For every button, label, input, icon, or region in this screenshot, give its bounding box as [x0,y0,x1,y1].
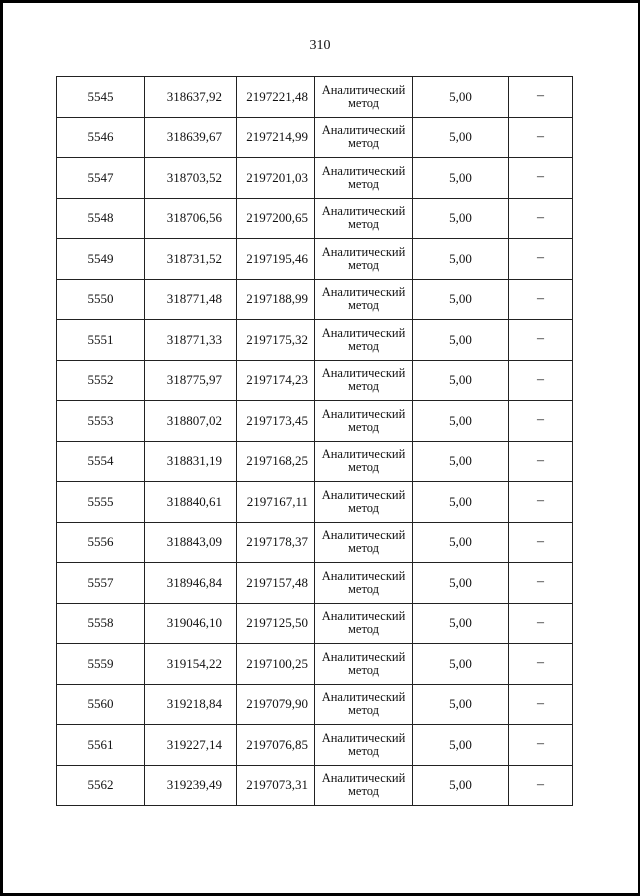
x-coordinate-cell: 318703,52 [145,158,237,199]
table-row [57,441,573,482]
point-number-cell: 5551 [57,320,145,361]
table-row [57,158,573,199]
method-cell: Аналитический метод [315,239,413,280]
method-cell: Аналитический метод [315,684,413,725]
method-cell: Аналитический метод [315,158,413,199]
y-coordinate-cell: 2197188,99 [237,279,315,320]
error-value-cell: 5,00 [413,77,509,118]
x-coordinate-cell: 319227,14 [145,725,237,766]
table-row [57,360,573,401]
point-number-cell: 5547 [57,158,145,199]
point-number-cell: 5555 [57,482,145,523]
error-value-cell: 5,00 [413,725,509,766]
x-coordinate-cell: 319154,22 [145,644,237,685]
y-coordinate-cell: 2197168,25 [237,441,315,482]
error-value-cell: 5,00 [413,684,509,725]
table-row [57,603,573,644]
note-cell: – [509,158,573,199]
table-row [57,279,573,320]
y-coordinate-cell: 2197200,65 [237,198,315,239]
y-coordinate-cell: 2197076,85 [237,725,315,766]
point-number-cell: 5557 [57,563,145,604]
note-cell: – [509,441,573,482]
point-number-cell: 5556 [57,522,145,563]
x-coordinate-cell: 319046,10 [145,603,237,644]
y-coordinate-cell: 2197125,50 [237,603,315,644]
y-coordinate-cell: 2197073,31 [237,765,315,806]
error-value-cell: 5,00 [413,441,509,482]
note-cell: – [509,279,573,320]
x-coordinate-cell: 318807,02 [145,401,237,442]
x-coordinate-cell: 318831,19 [145,441,237,482]
y-coordinate-cell: 2197157,48 [237,563,315,604]
error-value-cell: 5,00 [413,765,509,806]
table-row [57,401,573,442]
x-coordinate-cell: 318637,92 [145,77,237,118]
point-number-cell: 5546 [57,117,145,158]
point-number-cell: 5545 [57,77,145,118]
error-value-cell: 5,00 [413,563,509,604]
x-coordinate-cell: 318771,33 [145,320,237,361]
table-row [57,765,573,806]
point-number-cell: 5560 [57,684,145,725]
x-coordinate-cell: 318639,67 [145,117,237,158]
x-coordinate-cell: 318840,61 [145,482,237,523]
x-coordinate-cell: 318775,97 [145,360,237,401]
table-row [57,684,573,725]
method-cell: Аналитический метод [315,522,413,563]
note-cell: – [509,725,573,766]
method-cell: Аналитический метод [315,482,413,523]
point-number-cell: 5548 [57,198,145,239]
point-number-cell: 5558 [57,603,145,644]
x-coordinate-cell: 318731,52 [145,239,237,280]
error-value-cell: 5,00 [413,320,509,361]
error-value-cell: 5,00 [413,198,509,239]
page-number: 310 [309,38,331,53]
error-value-cell: 5,00 [413,603,509,644]
y-coordinate-cell: 2197100,25 [237,644,315,685]
note-cell: – [509,117,573,158]
note-cell: – [509,603,573,644]
method-cell: Аналитический метод [315,360,413,401]
point-number-cell: 5561 [57,725,145,766]
point-number-cell: 5553 [57,401,145,442]
y-coordinate-cell: 2197221,48 [237,77,315,118]
table-row [57,117,573,158]
point-number-cell: 5554 [57,441,145,482]
note-cell: – [509,644,573,685]
point-number-cell: 5562 [57,765,145,806]
y-coordinate-cell: 2197174,23 [237,360,315,401]
note-cell: – [509,522,573,563]
method-cell: Аналитический метод [315,279,413,320]
table-row [57,644,573,685]
note-cell: – [509,765,573,806]
table-body [57,77,573,806]
y-coordinate-cell: 2197195,46 [237,239,315,280]
coordinates-table-container [56,76,572,806]
method-cell: Аналитический метод [315,198,413,239]
table-row [57,77,573,118]
y-coordinate-cell: 2197079,90 [237,684,315,725]
table-row [57,198,573,239]
y-coordinate-cell: 2197175,32 [237,320,315,361]
y-coordinate-cell: 2197178,37 [237,522,315,563]
point-number-cell: 5559 [57,644,145,685]
point-number-cell: 5550 [57,279,145,320]
error-value-cell: 5,00 [413,117,509,158]
x-coordinate-cell: 318946,84 [145,563,237,604]
x-coordinate-cell: 318843,09 [145,522,237,563]
table-row [57,725,573,766]
method-cell: Аналитический метод [315,117,413,158]
x-coordinate-cell: 318771,48 [145,279,237,320]
method-cell: Аналитический метод [315,563,413,604]
table-row [57,320,573,361]
method-cell: Аналитический метод [315,725,413,766]
point-number-cell: 5549 [57,239,145,280]
x-coordinate-cell: 318706,56 [145,198,237,239]
error-value-cell: 5,00 [413,644,509,685]
note-cell: – [509,482,573,523]
note-cell: – [509,77,573,118]
method-cell: Аналитический метод [315,603,413,644]
y-coordinate-cell: 2197201,03 [237,158,315,199]
table-row [57,482,573,523]
note-cell: – [509,198,573,239]
y-coordinate-cell: 2197167,11 [237,482,315,523]
error-value-cell: 5,00 [413,360,509,401]
error-value-cell: 5,00 [413,239,509,280]
method-cell: Аналитический метод [315,320,413,361]
error-value-cell: 5,00 [413,279,509,320]
note-cell: – [509,401,573,442]
x-coordinate-cell: 319239,49 [145,765,237,806]
table-row [57,522,573,563]
y-coordinate-cell: 2197173,45 [237,401,315,442]
method-cell: Аналитический метод [315,441,413,482]
method-cell: Аналитический метод [315,765,413,806]
note-cell: – [509,239,573,280]
table-row [57,563,573,604]
error-value-cell: 5,00 [413,401,509,442]
note-cell: – [509,684,573,725]
x-coordinate-cell: 319218,84 [145,684,237,725]
table-row [57,239,573,280]
point-number-cell: 5552 [57,360,145,401]
note-cell: – [509,320,573,361]
method-cell: Аналитический метод [315,644,413,685]
note-cell: – [509,360,573,401]
error-value-cell: 5,00 [413,522,509,563]
method-cell: Аналитический метод [315,77,413,118]
note-cell: – [509,563,573,604]
error-value-cell: 5,00 [413,482,509,523]
y-coordinate-cell: 2197214,99 [237,117,315,158]
coordinates-table [56,76,573,806]
method-cell: Аналитический метод [315,401,413,442]
error-value-cell: 5,00 [413,158,509,199]
